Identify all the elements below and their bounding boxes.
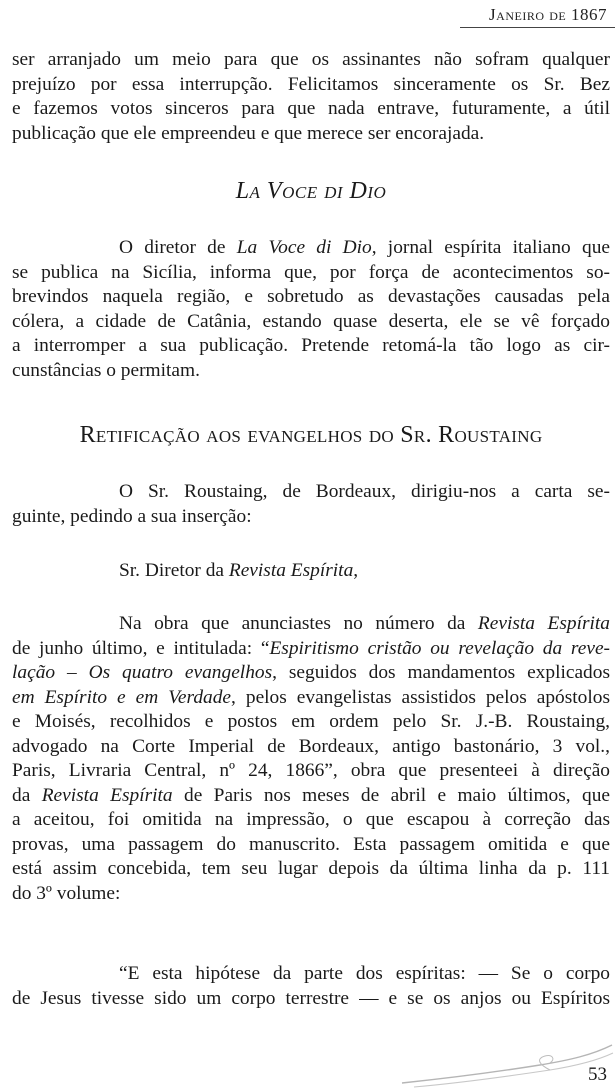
text-run: , pelos evangelistas assistidos pelos apóstolos bbox=[231, 686, 611, 708]
text-line: guinte, pedindo a sua inserção: bbox=[12, 505, 252, 527]
journal-title: Revista Espírita bbox=[41, 784, 173, 806]
text-line bbox=[12, 637, 610, 662]
text-line: a aceitou, foi omitida na impressão, o que escapou à correção das bbox=[12, 809, 610, 830]
text-run: Na obra que anunciastes no número da bbox=[119, 613, 478, 634]
text-line: brevindos naquela região, e sobretudo as devastações causadas pela bbox=[12, 286, 610, 307]
paragraph-continuation bbox=[12, 48, 610, 146]
text-line: Paris, Livraria Central, nº 24, 1866”, obra que presenteei à direção bbox=[12, 760, 610, 781]
text-line: se publica na Sicília, informa que, por força de acontecimentos so- bbox=[12, 261, 610, 283]
text-run: , bbox=[353, 560, 359, 581]
text-line: publicação que ele empreendeu e que merece ser encorajada. bbox=[12, 122, 485, 144]
section-heading-la-voce-di-dio: La Voce di Dio bbox=[235, 178, 387, 204]
text-line: de Jesus tivesse sido um corpo terrestre — e se os anjos ou Espíritos bbox=[12, 987, 610, 1009]
text-line: ser arranjado um meio para que os assinantes não sofram qualquer bbox=[12, 49, 610, 70]
book-title: em Espírito e em Verdade bbox=[12, 686, 232, 708]
text-run: O diretor de bbox=[119, 237, 237, 258]
text-line: a interromper a sua publicação. Pretende retomá-la tão logo as cir- bbox=[12, 335, 610, 356]
paragraph-la-voce-di-dio bbox=[12, 236, 610, 383]
book-title: Espiritismo cristão ou revelação da reve- bbox=[269, 637, 611, 659]
text-line bbox=[12, 236, 610, 261]
journal-title: La Voce di Dio bbox=[236, 237, 372, 258]
text-line: cólera, a cidade de Catânia, estando quase deserta, ele se vê forçado bbox=[12, 310, 610, 332]
text-line: cunstâncias o permitam. bbox=[12, 359, 200, 381]
text-run: , seguidos dos mandamentos explicados bbox=[272, 662, 610, 683]
text-line bbox=[12, 559, 610, 584]
text-line: e fazemos votos sinceros para que nada entrave, futuramente, a útil bbox=[12, 98, 610, 119]
text-run: da bbox=[12, 784, 42, 806]
text-line: e Moisés, recolhidos e postos em ordem pelo Sr. J.-B. Roustaing, bbox=[12, 711, 610, 732]
journal-title: Revista Espírita bbox=[477, 613, 610, 634]
page-corner-swirl-ornament bbox=[400, 1043, 615, 1088]
text-line bbox=[12, 784, 610, 809]
text-line: “E esta hipótese da parte dos espíritas: — Se o corpo bbox=[119, 963, 610, 984]
section-heading-retificacao: Retificação aos evangelhos do Sr. Roustaing bbox=[79, 422, 543, 448]
journal-title: Revista Espírita bbox=[228, 560, 354, 581]
text-line bbox=[12, 661, 610, 686]
text-line: está assim concebida, tem seu lugar depois da última linha da p. 111 bbox=[12, 858, 610, 879]
text-line: prejuízo por essa interrupção. Felicitamos sinceramente os Sr. Bez bbox=[12, 73, 610, 95]
running-head: Janeiro de 1867 bbox=[489, 5, 607, 24]
text-line: provas, uma passagem do manuscrito. Esta passagem omitida e que bbox=[12, 833, 610, 855]
book-title: lação – Os quatro evangelhos bbox=[12, 662, 273, 683]
text-line bbox=[12, 612, 610, 637]
text-line: O Sr. Roustaing, de Bordeaux, dirigiu-nos a carta se- bbox=[119, 481, 610, 502]
text-line: do 3º volume: bbox=[12, 882, 121, 904]
text-line: advogado na Corte Imperial de Bordeaux, antigo bastonário, 3 vol., bbox=[12, 735, 610, 757]
letter-salutation bbox=[12, 559, 610, 584]
text-run: de Paris nos meses de abril e maio últimos, que bbox=[172, 784, 610, 806]
paragraph-quoted-passage bbox=[12, 962, 610, 1011]
text-run: de junho último, e intitulada: “ bbox=[12, 637, 270, 659]
text-line bbox=[12, 686, 610, 711]
page-number: 53 bbox=[588, 1064, 607, 1085]
text-run: , jornal espírita italiano que bbox=[371, 237, 610, 258]
paragraph-intro-letter bbox=[12, 480, 610, 529]
header-rule bbox=[460, 27, 615, 28]
text-run: Sr. Diretor da bbox=[119, 560, 229, 581]
paragraph-letter-body bbox=[12, 612, 610, 906]
